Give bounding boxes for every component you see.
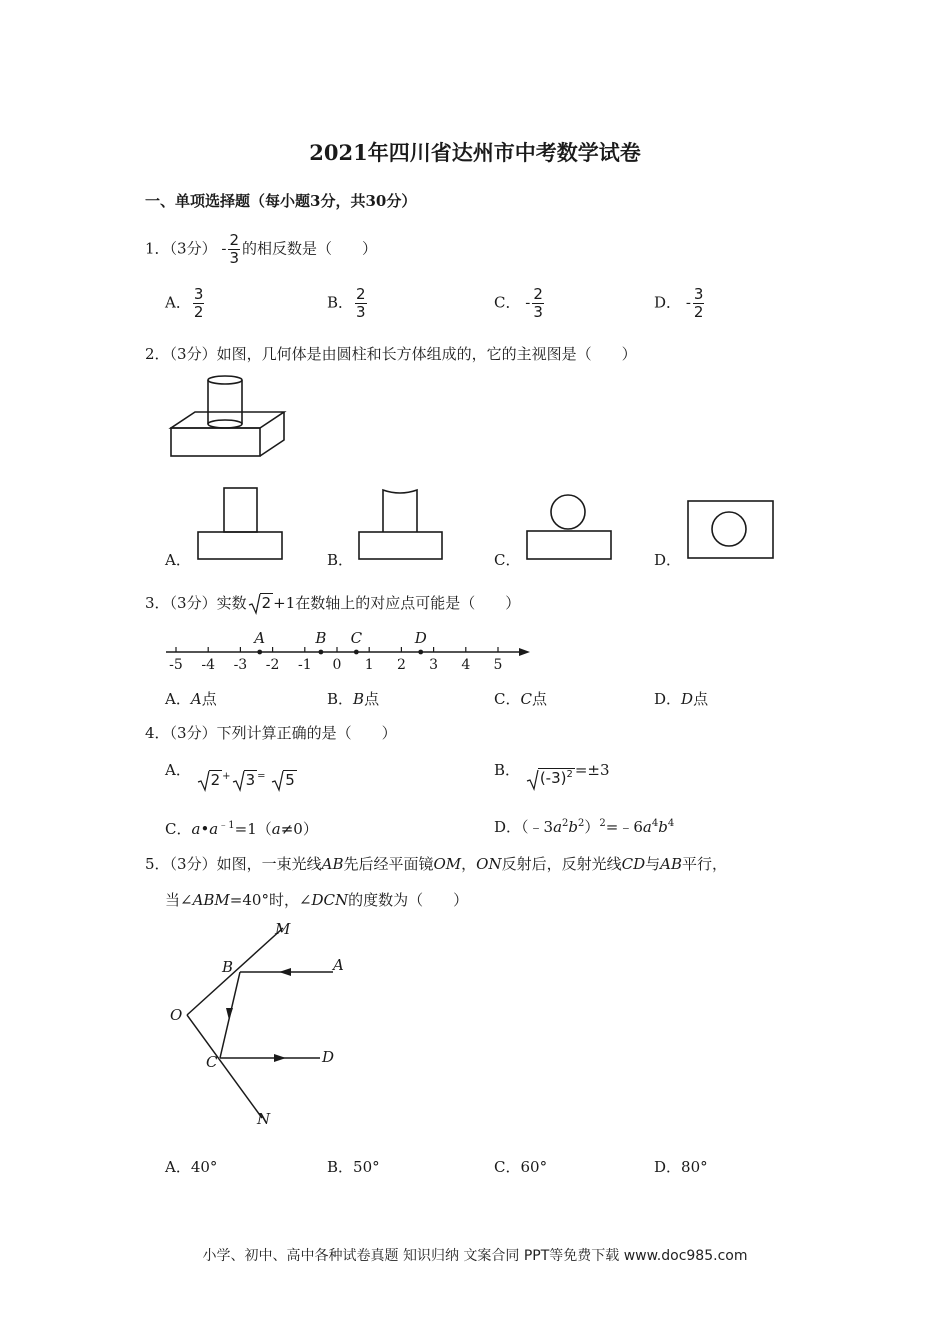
radicand: 5 [285, 771, 295, 789]
point-c [354, 650, 359, 655]
page-footer: 小学、初中、高中各种试卷真题 知识归纳 文案合同 PPT等免费下载 www.doc985.com [202, 1248, 748, 1264]
q4-number: 4． [145, 724, 170, 742]
q5-mirror-diagram [165, 918, 355, 1133]
radicand [538, 768, 575, 787]
option-label: B． [494, 761, 521, 779]
arrow-left-icon [279, 968, 291, 976]
arrow-down-icon [226, 1008, 233, 1020]
axis-arrow-icon [519, 648, 530, 656]
q1-option-b[interactable] [327, 286, 369, 321]
label-n: N [257, 1110, 271, 1128]
var-b: b [568, 818, 579, 836]
radical-sign-icon [249, 592, 261, 614]
q5-text: 如图，一束光线 [216, 855, 322, 873]
option-text: 40° [190, 1158, 218, 1176]
question-1-stem [145, 232, 377, 267]
q5-option-c[interactable] [494, 1156, 547, 1177]
point-label-b: B [315, 629, 327, 647]
q5-var: AB [660, 855, 682, 873]
q5-var: DCN [311, 891, 349, 909]
option-letter: C [520, 690, 532, 708]
tick-label: 0 [332, 657, 342, 673]
tick-label: -5 [169, 657, 183, 673]
option-sign: - [685, 293, 691, 312]
q3-score: （3分） [169, 594, 217, 612]
q5-option-a[interactable] [165, 1156, 217, 1177]
tick-label: 1 [364, 657, 374, 673]
tick-label: 3 [429, 657, 439, 673]
sqrt-2 [198, 771, 223, 789]
tick-label: -1 [297, 657, 312, 673]
option-text: 80° [681, 1158, 708, 1176]
point-d [418, 650, 423, 655]
q1-option-a[interactable] [165, 286, 206, 321]
option-label: C． [494, 293, 521, 312]
point-b [319, 650, 324, 655]
q5-option-d[interactable] [654, 1156, 708, 1177]
q1-numerator: 2 [229, 231, 239, 249]
radical-sign-icon [233, 769, 245, 791]
option-label: A． [165, 1158, 191, 1176]
tick-label: -2 [265, 657, 280, 673]
point-a [257, 650, 262, 655]
q5-var: ON [476, 855, 502, 873]
option-label: D． [494, 818, 522, 836]
label-m: M [275, 920, 291, 938]
q2-score: （3分） [169, 345, 217, 363]
lhs: （﹣3 [521, 818, 554, 836]
q2-option-a-label[interactable]: A． [165, 551, 191, 569]
option-text: 60° [520, 1158, 548, 1176]
q5-var: OM [433, 855, 462, 873]
numerator: 2 [533, 285, 543, 303]
q1-option-d[interactable] [654, 286, 706, 321]
q2-option-d-figure[interactable] [686, 499, 776, 561]
sqrt-3 [233, 771, 258, 789]
q1-text: 的相反数是（ ） [242, 239, 378, 258]
numerator: 3 [693, 285, 704, 303]
option-fraction [355, 286, 367, 321]
tick-label: -3 [233, 657, 248, 673]
option-label: A． [165, 761, 191, 779]
option-label: D． [654, 1158, 682, 1176]
q1-option-c[interactable] [494, 286, 546, 321]
q3-number: 3． [145, 594, 170, 612]
option-label: B． [327, 690, 354, 708]
radicand: 3 [245, 771, 256, 789]
exponent: 2 [562, 818, 569, 829]
sqrt-expression [527, 769, 575, 787]
option-label: C． [494, 1158, 521, 1176]
q5-text: 平行， [682, 855, 728, 873]
q5-text: 的度数为（ ） [348, 891, 469, 909]
option-label: D． [654, 293, 682, 312]
numerator: 3 [193, 285, 204, 303]
question-5-stem-line2 [165, 889, 468, 910]
q5-text: =40°时，∠ [229, 891, 312, 909]
q5-text: 当∠ [165, 891, 193, 909]
var-a: a [209, 820, 219, 838]
tick-label: 2 [396, 657, 406, 673]
radical-sign-icon [198, 769, 210, 791]
mirror-on [187, 1015, 262, 1118]
q3-radicand: 2 [261, 594, 272, 612]
q5-text: ， [461, 855, 477, 873]
label-a: A [333, 956, 344, 974]
q4-option-b[interactable] [494, 759, 610, 787]
option-fraction [693, 286, 705, 321]
radicand: 2 [210, 771, 221, 789]
section-heading: 一、单项选择题（每小题3分，共30分） [145, 192, 417, 210]
numerator: 2 [356, 285, 366, 303]
option-sign: - [525, 293, 531, 312]
q2-option-b-figure[interactable] [357, 487, 447, 562]
q3-number-line [160, 622, 540, 674]
q1-fraction [228, 232, 240, 267]
rhs: =1（ [234, 820, 272, 838]
dot: • [200, 820, 210, 838]
q2-option-c-label[interactable]: C． [494, 551, 521, 569]
question-3-stem [145, 592, 520, 613]
q5-var: ABM [192, 891, 230, 909]
equals-sign: = [257, 771, 266, 782]
var-a: a [553, 818, 563, 836]
option-label: A． [165, 293, 191, 312]
option-letter: A [190, 690, 202, 708]
option-label: B． [327, 293, 354, 312]
q5-var: AB [321, 855, 344, 873]
var-a: a [642, 818, 652, 836]
q4-option-d[interactable] [494, 816, 674, 837]
option-text: 点 [364, 690, 380, 708]
paren-close: ） [584, 818, 600, 836]
q4-text: 下列计算正确的是（ ） [216, 724, 397, 742]
q3-option-a[interactable] [165, 688, 217, 709]
radicand-base: (-3) [539, 769, 567, 787]
point-label-a: A [254, 629, 266, 647]
q5-var: CD [621, 855, 646, 873]
var-a: a [191, 820, 201, 838]
page-title: 2021年四川省达州市中考数学试卷 [309, 140, 641, 165]
option-text: 点 [531, 690, 547, 708]
option-label: D． [654, 690, 682, 708]
rhs: =±3 [574, 761, 610, 779]
option-label: C． [165, 820, 192, 838]
q2-text: 如图，几何体是由圆柱和长方体组成的，它的主视图是（ ） [216, 345, 637, 363]
condition: ≠0） [280, 820, 318, 838]
q5-text: 先后经平面镜 [343, 855, 434, 873]
q5-text: 与 [645, 855, 661, 873]
q2-number: 2． [145, 345, 170, 363]
sqrt-5 [272, 771, 297, 789]
exponent: 4 [651, 818, 659, 829]
q1-denominator: 3 [229, 249, 239, 267]
question-2-stem [145, 343, 637, 364]
arrow-right-icon [274, 1054, 286, 1062]
tick-label: 5 [493, 657, 503, 673]
q2-solid-figure [165, 372, 290, 462]
option-fraction [532, 286, 544, 321]
q4-option-c[interactable] [165, 816, 318, 839]
question-4-stem [145, 722, 397, 743]
point-label-d: D [414, 629, 427, 647]
option-label: A． [165, 690, 191, 708]
denominator: 3 [356, 303, 366, 321]
option-label: C． [494, 690, 521, 708]
point-label-c: C [350, 629, 363, 647]
q1-number: 1． [145, 239, 170, 258]
tick-label: 4 [461, 657, 471, 673]
label-d: D [322, 1048, 335, 1066]
exponent: ﹣1 [218, 820, 235, 831]
plus-sign: + [222, 771, 231, 782]
q3-option-b[interactable] [327, 688, 379, 709]
q3-text-b: +1在数轴上的对应点可能是（ ） [273, 594, 521, 612]
var-a: a [271, 820, 281, 838]
q3-text-a: 实数 [216, 594, 247, 612]
q5-option-b[interactable] [327, 1156, 380, 1177]
q3-sqrt [249, 594, 274, 612]
option-label: B． [327, 1158, 354, 1176]
q4-score: （3分） [169, 724, 217, 742]
denominator: 2 [193, 303, 204, 321]
exponent: 2 [578, 818, 585, 829]
q2-option-b-label[interactable]: B． [327, 551, 354, 569]
q3-option-d[interactable] [654, 688, 708, 709]
option-fraction [193, 286, 205, 321]
q5-number: 5． [145, 855, 170, 873]
label-b: B [222, 958, 234, 976]
exponent: 2 [566, 769, 573, 780]
exponent: 4 [667, 818, 675, 829]
q5-text: 反射后，反射光线 [501, 855, 622, 873]
label-o: O [170, 1006, 183, 1024]
label-c: C [206, 1053, 218, 1071]
denominator: 2 [693, 303, 704, 321]
option-text: 点 [693, 690, 709, 708]
exponent: 2 [599, 818, 606, 829]
q5-score: （3分） [169, 855, 217, 873]
option-text: 点 [201, 690, 217, 708]
q2-option-a-figure[interactable] [196, 487, 286, 562]
q3-option-c[interactable] [494, 688, 547, 709]
q1-sign: - [221, 239, 227, 258]
radical-sign-icon [272, 769, 284, 791]
radical-sign-icon [527, 766, 539, 792]
q1-score: （3分） [169, 239, 217, 258]
q2-option-d-label[interactable]: D． [654, 551, 682, 569]
option-letter: B [353, 690, 365, 708]
denominator: 3 [533, 303, 543, 321]
option-text: 50° [353, 1158, 380, 1176]
var-b: b [658, 818, 668, 836]
question-5-stem [145, 853, 727, 874]
option-letter: D [681, 690, 694, 708]
tick-label: -4 [201, 657, 216, 673]
q2-option-c-figure[interactable] [525, 493, 615, 563]
q4-option-a[interactable] [165, 759, 297, 789]
rhs: =﹣6 [605, 818, 643, 836]
